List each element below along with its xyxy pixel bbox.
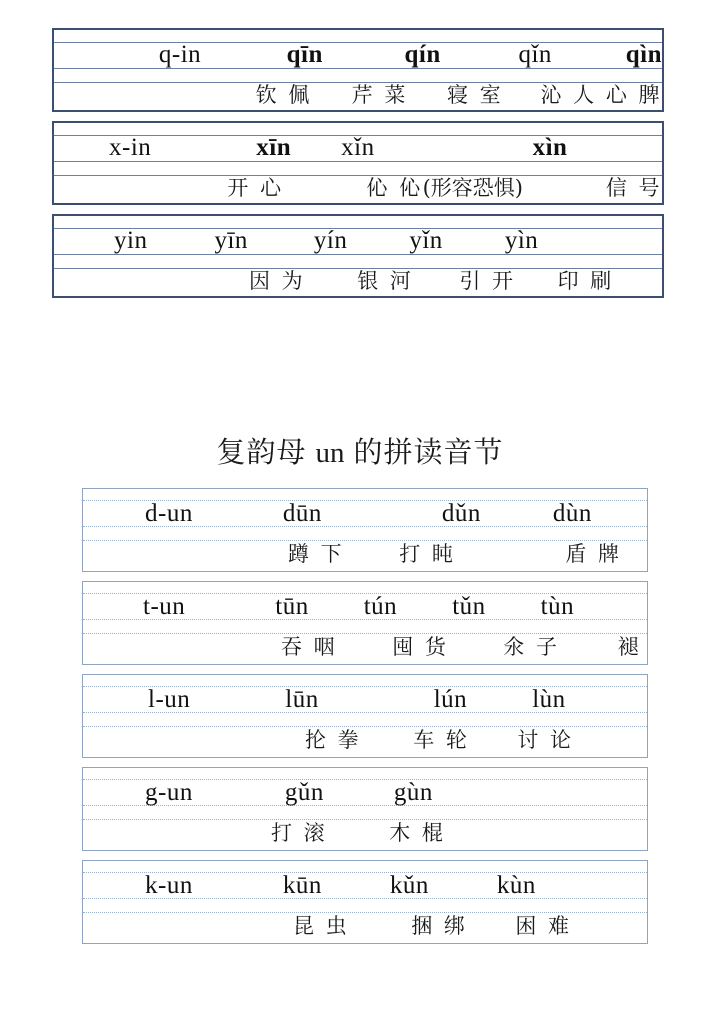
word-main: 伈 伈 — [366, 175, 423, 200]
pinyin-row — [83, 867, 647, 903]
word-t-un-3: 褪 — [617, 634, 642, 659]
pinyin-t-un-0: t-un — [143, 592, 186, 620]
pinyin-g-un-1: gǔn — [284, 778, 324, 806]
words-row — [83, 816, 647, 850]
pinyin-row — [54, 129, 662, 165]
pinyin-k-un-2: kǔn — [389, 871, 429, 899]
section-un-syllables — [82, 488, 648, 953]
title-prefix: 复韵母 — [216, 435, 307, 469]
pinyin-row — [54, 36, 662, 72]
word-q-in-0: 钦 佩 — [255, 82, 312, 107]
syllable-box-q-in — [52, 28, 664, 112]
pinyin-yin-4: yìn — [504, 226, 539, 254]
pinyin-yin-1: yīn — [214, 226, 248, 254]
word-note: (形容恐惧) — [422, 175, 523, 200]
syllable-box-g-un — [82, 767, 648, 851]
pinyin-yin-2: yín — [313, 226, 348, 254]
pinyin-row — [83, 774, 647, 810]
syllable-box-yin — [52, 214, 664, 298]
word-t-un-0: 吞 咽 — [281, 634, 338, 659]
word-q-in-2: 寝 室 — [446, 82, 504, 107]
word-yin-2: 引 开 — [459, 268, 516, 293]
word-l-un-0: 抡 拳 — [305, 727, 362, 752]
pinyin-l-un-0: l-un — [148, 685, 191, 713]
word-yin-3: 印 刷 — [557, 268, 614, 293]
syllable-box-d-un — [82, 488, 648, 572]
word-d-un-0: 蹲 下 — [288, 541, 345, 566]
pinyin-q-in-3: qǐn — [518, 40, 552, 68]
words-row — [54, 171, 662, 205]
word-k-un-2: 困 难 — [515, 913, 572, 938]
pinyin-yin-0: yin — [114, 226, 148, 254]
pinyin-x-in-0: x-in — [109, 133, 152, 161]
words-row — [54, 264, 662, 298]
word-t-un-2: 氽 子 — [503, 634, 560, 659]
word-d-un-2: 盾 牌 — [565, 541, 622, 566]
words-row — [83, 723, 647, 757]
pinyin-q-in-1: qīn — [286, 40, 323, 68]
word-yin-0: 因 为 — [249, 268, 306, 293]
pinyin-g-un-0: g-un — [145, 778, 193, 806]
pinyin-l-un-1: lūn — [285, 685, 319, 713]
pinyin-d-un-2: dǔn — [441, 499, 481, 527]
word-l-un-2: 讨 论 — [517, 727, 574, 752]
word-g-un-1: 木 棍 — [389, 820, 446, 845]
pinyin-k-un-1: kūn — [282, 871, 322, 899]
word-l-un-1: 车 轮 — [413, 727, 470, 752]
pinyin-l-un-3: lùn — [532, 685, 566, 713]
pinyin-row — [83, 588, 647, 624]
words-row — [83, 909, 647, 943]
pinyin-t-un-4: tùn — [540, 592, 575, 620]
word-g-un-0: 打 滚 — [271, 820, 328, 845]
pinyin-t-un-3: tǔn — [452, 592, 486, 620]
words-row — [83, 630, 647, 664]
pinyin-d-un-3: dùn — [552, 499, 592, 527]
section-in-syllables — [52, 28, 664, 307]
title-latin: un — [315, 437, 345, 469]
pinyin-q-in-0: q-in — [158, 40, 202, 68]
pinyin-q-in-2: qín — [404, 40, 441, 68]
pinyin-d-un-1: dūn — [282, 499, 322, 527]
word-k-un-1: 捆 绑 — [411, 913, 468, 938]
pinyin-row — [83, 495, 647, 531]
words-row — [54, 78, 662, 112]
pinyin-l-un-2: lún — [433, 685, 468, 713]
word-x-in-1 — [366, 175, 523, 200]
pinyin-g-un-2: gùn — [393, 778, 433, 806]
word-q-in-1: 芹 菜 — [351, 82, 408, 107]
syllable-box-k-un — [82, 860, 648, 944]
pinyin-k-un-0: k-un — [145, 871, 193, 899]
pinyin-t-un-2: tún — [363, 592, 398, 620]
pinyin-t-un-1: tūn — [275, 592, 309, 620]
pinyin-x-in-2: xǐn — [341, 133, 375, 161]
pinyin-row — [83, 681, 647, 717]
word-d-un-1: 打 盹 — [399, 541, 456, 566]
section-title-un — [0, 430, 720, 471]
title-suffix: 的拼读音节 — [353, 435, 504, 469]
syllable-box-x-in — [52, 121, 664, 205]
pinyin-yin-3: yǐn — [409, 226, 443, 254]
word-x-in-0: 开 心 — [227, 175, 284, 200]
word-t-un-1: 囤 货 — [392, 634, 449, 659]
syllable-box-t-un — [82, 581, 648, 665]
word-k-un-0: 昆 虫 — [293, 913, 350, 938]
pinyin-k-un-3: kùn — [496, 871, 536, 899]
pinyin-row — [54, 222, 662, 258]
word-q-in-3: 沁 人 心 脾 — [540, 82, 663, 107]
pinyin-x-in-3: xìn — [532, 133, 568, 161]
pinyin-q-in-4: qìn — [625, 40, 662, 68]
syllable-box-l-un — [82, 674, 648, 758]
pinyin-x-in-1: xīn — [256, 133, 292, 161]
words-row — [83, 537, 647, 571]
word-yin-1: 银 河 — [357, 268, 414, 293]
pinyin-d-un-0: d-un — [145, 499, 193, 527]
word-x-in-2: 信 号 — [605, 175, 662, 200]
